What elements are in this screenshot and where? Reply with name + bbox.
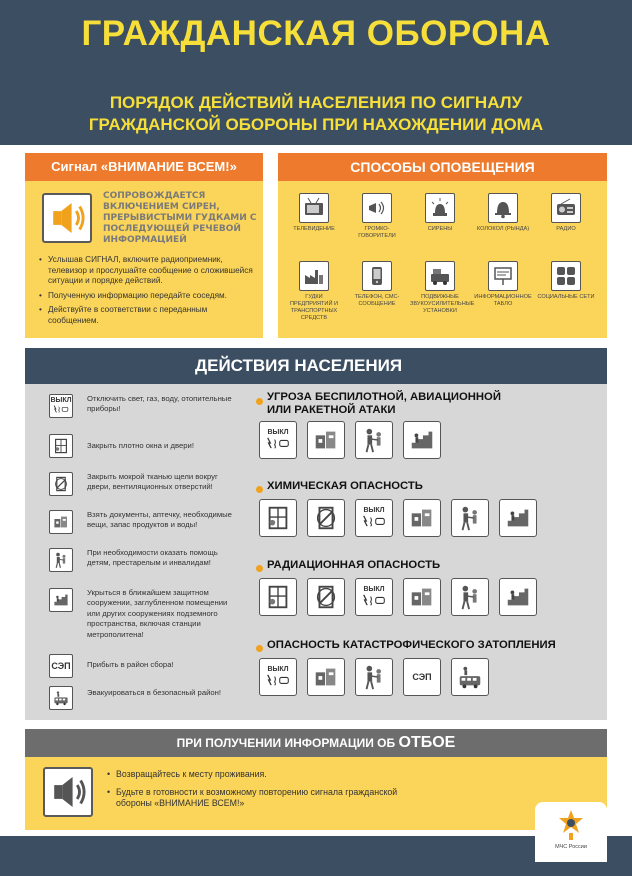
alert-methods-title: СПОСОБЫ ОПОВЕЩЕНИЯ <box>278 153 607 181</box>
method-sirens: СИРЕНЫ <box>410 193 470 233</box>
hazard-bullet <box>256 565 263 572</box>
method-social: СОЦИАЛЬНЫЕ СЕТИ <box>536 261 596 301</box>
wet-cloth-icon <box>49 472 73 496</box>
assembly-point-icon: СЭП <box>403 658 441 696</box>
hazard-bullet <box>256 398 263 405</box>
page-subtitle <box>0 92 632 136</box>
shelter-icon <box>49 588 73 612</box>
loudspeaker-icon <box>362 193 392 223</box>
hazard-bullet <box>256 645 263 652</box>
hazard-icons-radiation <box>259 578 537 616</box>
documents-icon <box>403 499 441 537</box>
help-people-icon <box>451 499 489 537</box>
wet-cloth-icon <box>307 499 345 537</box>
switch-off-icon: ВЫКЛ <box>49 394 73 418</box>
switch-off-icon: ВЫКЛ <box>355 499 393 537</box>
cancel-instruction: • Будьте в готовности к возможному повторению сигнала гражданской обороны «ВНИМАНИЕ ВСЕМ!» <box>107 787 407 810</box>
page-title: ГРАЖДАНСКАЯ ОБОРОНА <box>81 14 551 53</box>
signal-instructions <box>39 255 259 330</box>
bell-icon <box>488 193 518 223</box>
method-info-board: ИНФОРМАЦИОННОЕ ТАБЛО <box>473 261 533 308</box>
hazard-title-air-attack: УГРОЗА БЕСПИЛОТНОЙ, АВИАЦИОННОЙ ИЛИ РАКЕТНОЙ АТАКИ <box>267 391 501 416</box>
actions-title: ДЕЙСТВИЯ НАСЕЛЕНИЯ <box>25 348 607 384</box>
method-mobile-units: ПОДВИЖНЫЕ ЗВУКОУСИЛИТЕЛЬНЫЕ УСТАНОВКИ <box>410 261 470 315</box>
switch-off-icon: ВЫКЛ <box>259 421 297 459</box>
method-factory-horns: ГУДКИ ПРЕДПРИЯТИЙ И ТРАНСПОРТНЫХ СРЕДСТВ <box>284 261 344 322</box>
emercom-emblem-icon <box>557 808 585 842</box>
actions-panel: ВЫКЛ Отключить свет, газ, воду, отопительные приборы! Закрыть плотно окна и двери! Закрыть мокрой тканью щели вокруг двери, вентиляционных отверстий! Взять документы, аптечку, необходимые вещи, запас продуктов и воды! При необходимости оказать помощь детям, престарелым и инвалидам! Укрыться в ближайшем защитном сооружении, заглубленном помещении или других сооружениях подземного пространства, включая станции метрополитена! СЭП Прибыть в район сбора! Эвакуироваться в безопасный район! УГРОЗА БЕСПИЛОТНОЙ, АВИАЦИОННОЙ ИЛИ РАКЕТНОЙ АТАКИ ВЫКЛ ХИМИЧЕСКАЯ ОПАСНОСТЬ ВЫКЛ РАДИАЦИОННАЯ ОПАСНОСТЬ ВЫКЛ ОПАСНОСТЬ КАТАСТРОФИЧЕСКОГО ЗАТОПЛЕНИЯ ВЫКЛ СЭП <box>25 384 607 720</box>
help-people-icon <box>355 421 393 459</box>
evacuation-icon <box>49 686 73 710</box>
cancel-title: ПРИ ПОЛУЧЕНИИ ИНФОРМАЦИИ ОБ ОТБОЕ <box>25 729 607 757</box>
siren-icon <box>425 193 455 223</box>
alert-methods-panel <box>278 153 607 338</box>
cancel-instructions <box>107 769 407 816</box>
hazard-icons-air-attack <box>259 421 441 459</box>
hazard-icons-chemical <box>259 499 537 537</box>
documents-icon <box>403 578 441 616</box>
cancel-panel <box>25 757 607 830</box>
cancel-title-strong: ОТБОЕ <box>398 734 456 751</box>
wet-cloth-icon <box>307 578 345 616</box>
hazard-title-radiation: РАДИАЦИОННАЯ ОПАСНОСТЬ <box>267 559 441 571</box>
switch-off-icon: ВЫКЛ <box>259 658 297 696</box>
signal-instruction: • Действуйте в соответствии с переданным сообщением. <box>39 305 259 326</box>
window-icon <box>259 578 297 616</box>
method-phone-sms: ТЕЛЕФОН, СМС-СООБЩЕНИЕ <box>347 261 407 308</box>
evacuation-icon <box>451 658 489 696</box>
emercom-logo <box>535 802 607 862</box>
logo-caption: МЧС России <box>555 844 587 850</box>
phone-icon <box>362 261 392 291</box>
speaker-icon <box>43 767 93 817</box>
method-tv: ТЕЛЕВИДЕНИЕ <box>284 193 344 233</box>
hazard-bullet <box>256 486 263 493</box>
switch-off-icon: ВЫКЛ <box>355 578 393 616</box>
shelter-icon <box>403 421 441 459</box>
hazard-title-chemical: ХИМИЧЕСКАЯ ОПАСНОСТЬ <box>267 480 423 492</box>
hazard-icons-flood <box>259 658 489 696</box>
method-bell: КОЛОКОЛ (РЫНДА) <box>473 193 533 233</box>
cancel-instruction: • Возвращайтесь к месту проживания. <box>107 769 407 781</box>
window-icon <box>49 434 73 458</box>
signal-title: Сигнал «ВНИМАНИЕ ВСЕМ!» <box>25 153 263 181</box>
signal-panel <box>25 153 263 338</box>
help-people-icon <box>451 578 489 616</box>
signal-instruction: • Услышав СИГНАЛ, включите радиоприемник, телевизор и прослушайте сообщение о сложившейся ситуации и порядке действий. <box>39 255 259 287</box>
social-icon <box>551 261 581 291</box>
speaker-icon <box>42 193 92 243</box>
signal-description: СОПРОВОЖДАЕТСЯ ВКЛЮЧЕНИЕМ СИРЕН, ПРЕРЫВИСТЫМИ ГУДКАМИ С ПОСЛЕДУЮЩЕЙ РЕЧЕВОЙ ИНФОРМАЦИЕЙ <box>103 191 257 245</box>
method-loudspeakers: ГРОМКО-ГОВОРИТЕЛИ <box>347 193 407 240</box>
tv-icon <box>299 193 329 223</box>
shelter-icon <box>499 499 537 537</box>
assembly-point-icon: СЭП <box>49 654 73 678</box>
signal-instruction: • Полученную информацию передайте соседям. <box>39 291 259 302</box>
hazard-title-flood: ОПАСНОСТЬ КАТАСТРОФИЧЕСКОГО ЗАТОПЛЕНИЯ <box>267 639 556 651</box>
documents-icon <box>307 658 345 696</box>
subtitle-line-1: ПОРЯДОК ДЕЙСТВИЙ НАСЕЛЕНИЯ ПО СИГНАЛУ <box>109 93 523 112</box>
documents-icon <box>307 421 345 459</box>
van-icon <box>425 261 455 291</box>
subtitle-line-2: ГРАЖДАНСКОЙ ОБОРОНЫ ПРИ НАХОЖДЕНИИ ДОМА <box>88 115 544 134</box>
board-icon <box>488 261 518 291</box>
factory-icon <box>299 261 329 291</box>
window-icon <box>259 499 297 537</box>
documents-icon <box>49 510 73 534</box>
method-radio: РАДИО <box>536 193 596 233</box>
radio-icon <box>551 193 581 223</box>
help-people-icon <box>355 658 393 696</box>
shelter-icon <box>499 578 537 616</box>
help-people-icon <box>49 548 73 572</box>
